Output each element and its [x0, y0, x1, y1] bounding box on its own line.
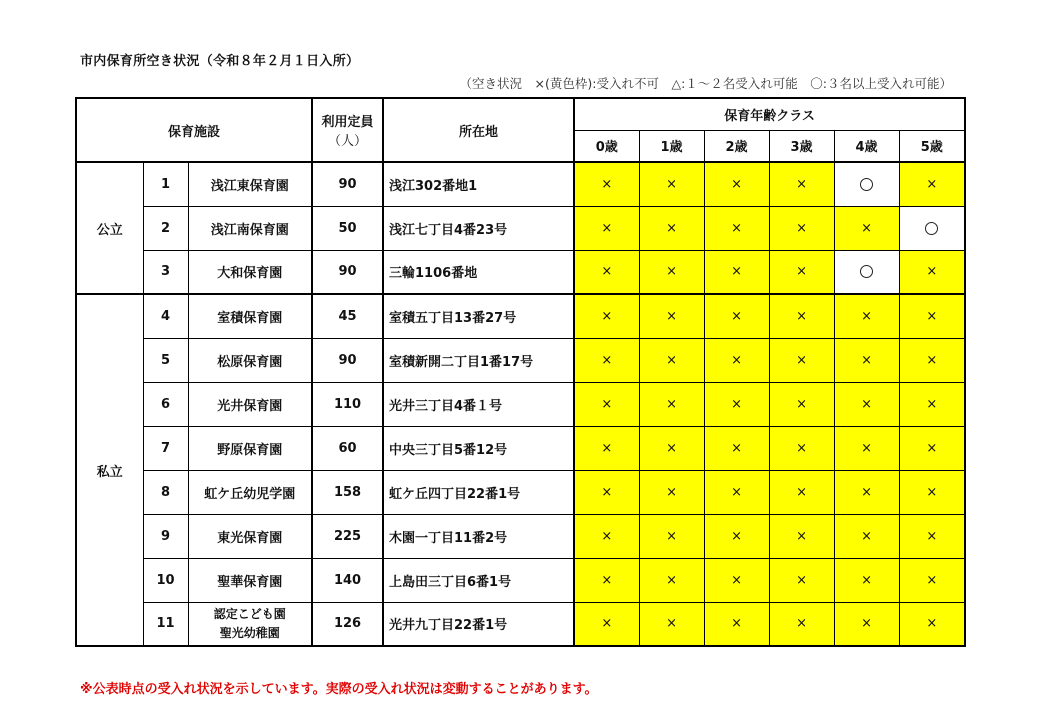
- availability-cell: [704, 558, 769, 602]
- availability-cell: [769, 250, 834, 294]
- availability-cell: [769, 558, 834, 602]
- availability-cell: [899, 558, 965, 602]
- availability-cell: [639, 206, 704, 250]
- table-row: [76, 338, 965, 382]
- cross-icon: ×: [601, 264, 613, 280]
- availability-cell: [834, 162, 899, 206]
- cross-icon: ×: [601, 308, 613, 324]
- availability-cell: [704, 206, 769, 250]
- availability-cell: [704, 602, 769, 646]
- cross-icon: ×: [731, 308, 742, 324]
- facility-capacity: 110: [312, 382, 383, 426]
- availability-cell: [704, 382, 769, 426]
- table-row: [76, 426, 965, 470]
- facility-number: 2: [143, 206, 188, 250]
- availability-cell: [834, 250, 899, 294]
- availability-cell: [769, 206, 834, 250]
- cross-icon: ×: [601, 352, 613, 368]
- facility-name: 野原保育園: [188, 426, 312, 470]
- cross-icon: ×: [796, 352, 807, 368]
- cross-icon: ×: [926, 440, 938, 456]
- cross-icon: ×: [731, 352, 742, 368]
- availability-cell: [834, 470, 899, 514]
- table-row: [76, 514, 965, 558]
- facility-name: 光井保育園: [188, 382, 312, 426]
- table-row: [76, 470, 965, 514]
- availability-cell: [574, 426, 639, 470]
- cross-icon: ×: [666, 484, 677, 500]
- facility-address: 室積新開二丁目1番17号: [383, 338, 574, 382]
- header-age-2: 2歳: [704, 130, 769, 162]
- availability-cell: [899, 514, 965, 558]
- availability-cell: [899, 294, 965, 338]
- header-age-4: 4歳: [834, 130, 899, 162]
- cross-icon: ×: [861, 528, 872, 544]
- facility-capacity: 50: [312, 206, 383, 250]
- cross-icon: ×: [666, 440, 677, 456]
- facility-number: 10: [143, 558, 188, 602]
- availability-cell: [769, 382, 834, 426]
- cross-icon: ×: [861, 572, 872, 588]
- availability-cell: [639, 162, 704, 206]
- facility-number: 7: [143, 426, 188, 470]
- cross-icon: ×: [861, 396, 872, 412]
- facility-address: 中央三丁目5番12号: [383, 426, 574, 470]
- cross-icon: ×: [731, 176, 742, 192]
- availability-cell: [639, 558, 704, 602]
- cross-icon: ×: [861, 220, 872, 236]
- cross-icon: ×: [926, 308, 938, 324]
- facility-address: 浅江七丁目4番23号: [383, 206, 574, 250]
- facility-name: 松原保育園: [188, 338, 312, 382]
- facility-capacity: 158: [312, 470, 383, 514]
- table-row: [76, 382, 965, 426]
- availability-cell: [899, 470, 965, 514]
- cross-icon: ×: [731, 396, 742, 412]
- cross-icon: ×: [796, 176, 807, 192]
- availability-cell: [639, 470, 704, 514]
- availability-cell: [769, 426, 834, 470]
- cross-icon: ×: [731, 220, 742, 236]
- availability-cell: [574, 294, 639, 338]
- cross-icon: ×: [926, 572, 938, 588]
- availability-cell: [834, 338, 899, 382]
- availability-cell: [899, 162, 965, 206]
- header-capacity-unit: （人）: [328, 134, 368, 149]
- cross-icon: ×: [796, 440, 807, 456]
- cross-icon: ×: [796, 308, 807, 324]
- facility-name: 聖華保育園: [188, 558, 312, 602]
- group-label: 私立: [76, 294, 143, 646]
- availability-cell: [769, 470, 834, 514]
- availability-cell: [704, 514, 769, 558]
- facility-capacity: 140: [312, 558, 383, 602]
- facility-number: 1: [143, 162, 188, 206]
- facility-number: 6: [143, 382, 188, 426]
- disclaimer-note: ※公表時点の受入れ状況を示しています。実際の受入れ状況は変動することがあります。: [80, 682, 598, 697]
- facility-number: 4: [143, 294, 188, 338]
- facility-capacity: 225: [312, 514, 383, 558]
- table-row: [76, 250, 965, 294]
- facility-name: 虹ケ丘幼児学園: [188, 470, 312, 514]
- header-age-class: 保育年齢クラス: [574, 98, 965, 130]
- cross-icon: ×: [666, 264, 677, 280]
- availability-cell: [834, 206, 899, 250]
- cross-icon: ×: [601, 220, 613, 236]
- cross-icon: ×: [666, 176, 677, 192]
- facility-name: 室積保育園: [188, 294, 312, 338]
- circle-icon: [860, 265, 873, 278]
- cross-icon: ×: [601, 528, 613, 544]
- cross-icon: ×: [601, 396, 613, 412]
- availability-cell: [639, 426, 704, 470]
- facility-address: 光井三丁目4番１号: [383, 382, 574, 426]
- cross-icon: ×: [601, 176, 613, 192]
- cross-icon: ×: [861, 308, 872, 324]
- facility-capacity: 90: [312, 338, 383, 382]
- cross-icon: ×: [926, 352, 938, 368]
- status-legend: （空き状況 ×(黄色枠):受入れ不可 △:１～２名受入れ可能 〇:３名以上受入れ可能）: [459, 76, 952, 91]
- availability-cell: [899, 250, 965, 294]
- availability-cell: [834, 426, 899, 470]
- facility-name: 浅江南保育園: [188, 206, 312, 250]
- facility-address: 三輪1106番地: [383, 250, 574, 294]
- cross-icon: ×: [731, 264, 742, 280]
- availability-cell: [769, 294, 834, 338]
- availability-cell: [769, 162, 834, 206]
- cross-icon: ×: [796, 528, 807, 544]
- cross-icon: ×: [861, 440, 872, 456]
- cross-icon: ×: [666, 572, 677, 588]
- facility-name-line2: 聖光幼稚園: [219, 625, 280, 640]
- availability-cell: [769, 602, 834, 646]
- cross-icon: ×: [601, 572, 613, 588]
- availability-cell: [834, 294, 899, 338]
- facility-address: 上島田三丁目6番1号: [383, 558, 574, 602]
- availability-cell: [899, 382, 965, 426]
- facility-capacity: 60: [312, 426, 383, 470]
- availability-cell: [574, 514, 639, 558]
- header-address: 所在地: [383, 98, 574, 162]
- availability-cell: [574, 470, 639, 514]
- availability-cell: [574, 382, 639, 426]
- availability-cell: [639, 338, 704, 382]
- header-age-3: 3歳: [769, 130, 834, 162]
- availability-cell: [769, 514, 834, 558]
- header-capacity: [312, 98, 383, 162]
- cross-icon: ×: [796, 396, 807, 412]
- availability-cell: [574, 558, 639, 602]
- cross-icon: ×: [796, 572, 807, 588]
- facility-number: 3: [143, 250, 188, 294]
- cross-icon: ×: [666, 352, 677, 368]
- cross-icon: ×: [601, 616, 613, 632]
- availability-cell: [704, 162, 769, 206]
- facility-address: 木園一丁目11番2号: [383, 514, 574, 558]
- availability-cell: [574, 338, 639, 382]
- cross-icon: ×: [861, 616, 872, 632]
- availability-cell: [899, 426, 965, 470]
- facility-number: 9: [143, 514, 188, 558]
- cross-icon: ×: [926, 176, 938, 192]
- facility-number: 11: [143, 602, 188, 646]
- cross-icon: ×: [731, 440, 742, 456]
- cross-icon: ×: [926, 264, 938, 280]
- facility-address: 光井九丁目22番1号: [383, 602, 574, 646]
- cross-icon: ×: [796, 220, 807, 236]
- cross-icon: ×: [861, 352, 872, 368]
- availability-cell: [834, 602, 899, 646]
- cross-icon: ×: [796, 264, 807, 280]
- facility-name: 浅江東保育園: [188, 162, 312, 206]
- cross-icon: ×: [666, 396, 677, 412]
- availability-cell: [769, 338, 834, 382]
- table-row: [76, 206, 965, 250]
- cross-icon: ×: [731, 572, 742, 588]
- cross-icon: ×: [731, 484, 742, 500]
- facility-name: 東光保育園: [188, 514, 312, 558]
- availability-cell: [834, 382, 899, 426]
- table-row: [76, 294, 965, 338]
- availability-cell: [639, 250, 704, 294]
- availability-cell: [639, 602, 704, 646]
- availability-cell: [704, 470, 769, 514]
- availability-cell: [704, 294, 769, 338]
- facility-number: 5: [143, 338, 188, 382]
- availability-cell: [834, 558, 899, 602]
- availability-cell: [574, 250, 639, 294]
- facility-address: 浅江302番地1: [383, 162, 574, 206]
- facility-name: 大和保育園: [188, 250, 312, 294]
- cross-icon: ×: [926, 616, 938, 632]
- availability-cell: [639, 294, 704, 338]
- facility-address: 虹ケ丘四丁目22番1号: [383, 470, 574, 514]
- cross-icon: ×: [926, 528, 938, 544]
- availability-cell: [639, 514, 704, 558]
- header-age-1: 1歳: [639, 130, 704, 162]
- facility-capacity: 90: [312, 162, 383, 206]
- cross-icon: ×: [796, 616, 807, 632]
- availability-cell: [704, 250, 769, 294]
- table-row: [76, 602, 965, 646]
- facility-address: 室積五丁目13番27号: [383, 294, 574, 338]
- header-facility: 保育施設: [76, 98, 312, 162]
- cross-icon: ×: [926, 396, 938, 412]
- header-age-5: 5歳: [899, 130, 965, 162]
- facility-capacity: 126: [312, 602, 383, 646]
- availability-cell: [834, 514, 899, 558]
- page-title: 市内保育所空き状況（令和８年２月１日入所）: [80, 54, 360, 69]
- facility-number: 8: [143, 470, 188, 514]
- availability-cell: [574, 602, 639, 646]
- cross-icon: ×: [601, 440, 613, 456]
- availability-cell: [574, 162, 639, 206]
- header-age-0: 0歳: [574, 130, 639, 162]
- facility-name-line1: 認定こども園: [213, 606, 286, 621]
- facility-capacity: 90: [312, 250, 383, 294]
- availability-table: [75, 97, 966, 647]
- cross-icon: ×: [601, 484, 613, 500]
- cross-icon: ×: [666, 220, 677, 236]
- facility-name: [188, 602, 312, 646]
- table-row: [76, 558, 965, 602]
- availability-cell: [639, 382, 704, 426]
- availability-cell: [899, 602, 965, 646]
- facility-capacity: 45: [312, 294, 383, 338]
- availability-cell: [704, 338, 769, 382]
- cross-icon: ×: [666, 616, 677, 632]
- cross-icon: ×: [861, 484, 872, 500]
- availability-cell: [704, 426, 769, 470]
- cross-icon: ×: [666, 528, 677, 544]
- availability-cell: [899, 206, 965, 250]
- cross-icon: ×: [666, 308, 677, 324]
- cross-icon: ×: [796, 484, 807, 500]
- header-capacity-label: 利用定員: [321, 115, 374, 130]
- availability-cell: [899, 338, 965, 382]
- availability-cell: [574, 206, 639, 250]
- cross-icon: ×: [926, 484, 938, 500]
- cross-icon: ×: [731, 528, 742, 544]
- group-label: 公立: [76, 162, 143, 294]
- circle-icon: [860, 178, 873, 191]
- table-row: [76, 162, 965, 206]
- circle-icon: [925, 222, 938, 235]
- cross-icon: ×: [731, 616, 742, 632]
